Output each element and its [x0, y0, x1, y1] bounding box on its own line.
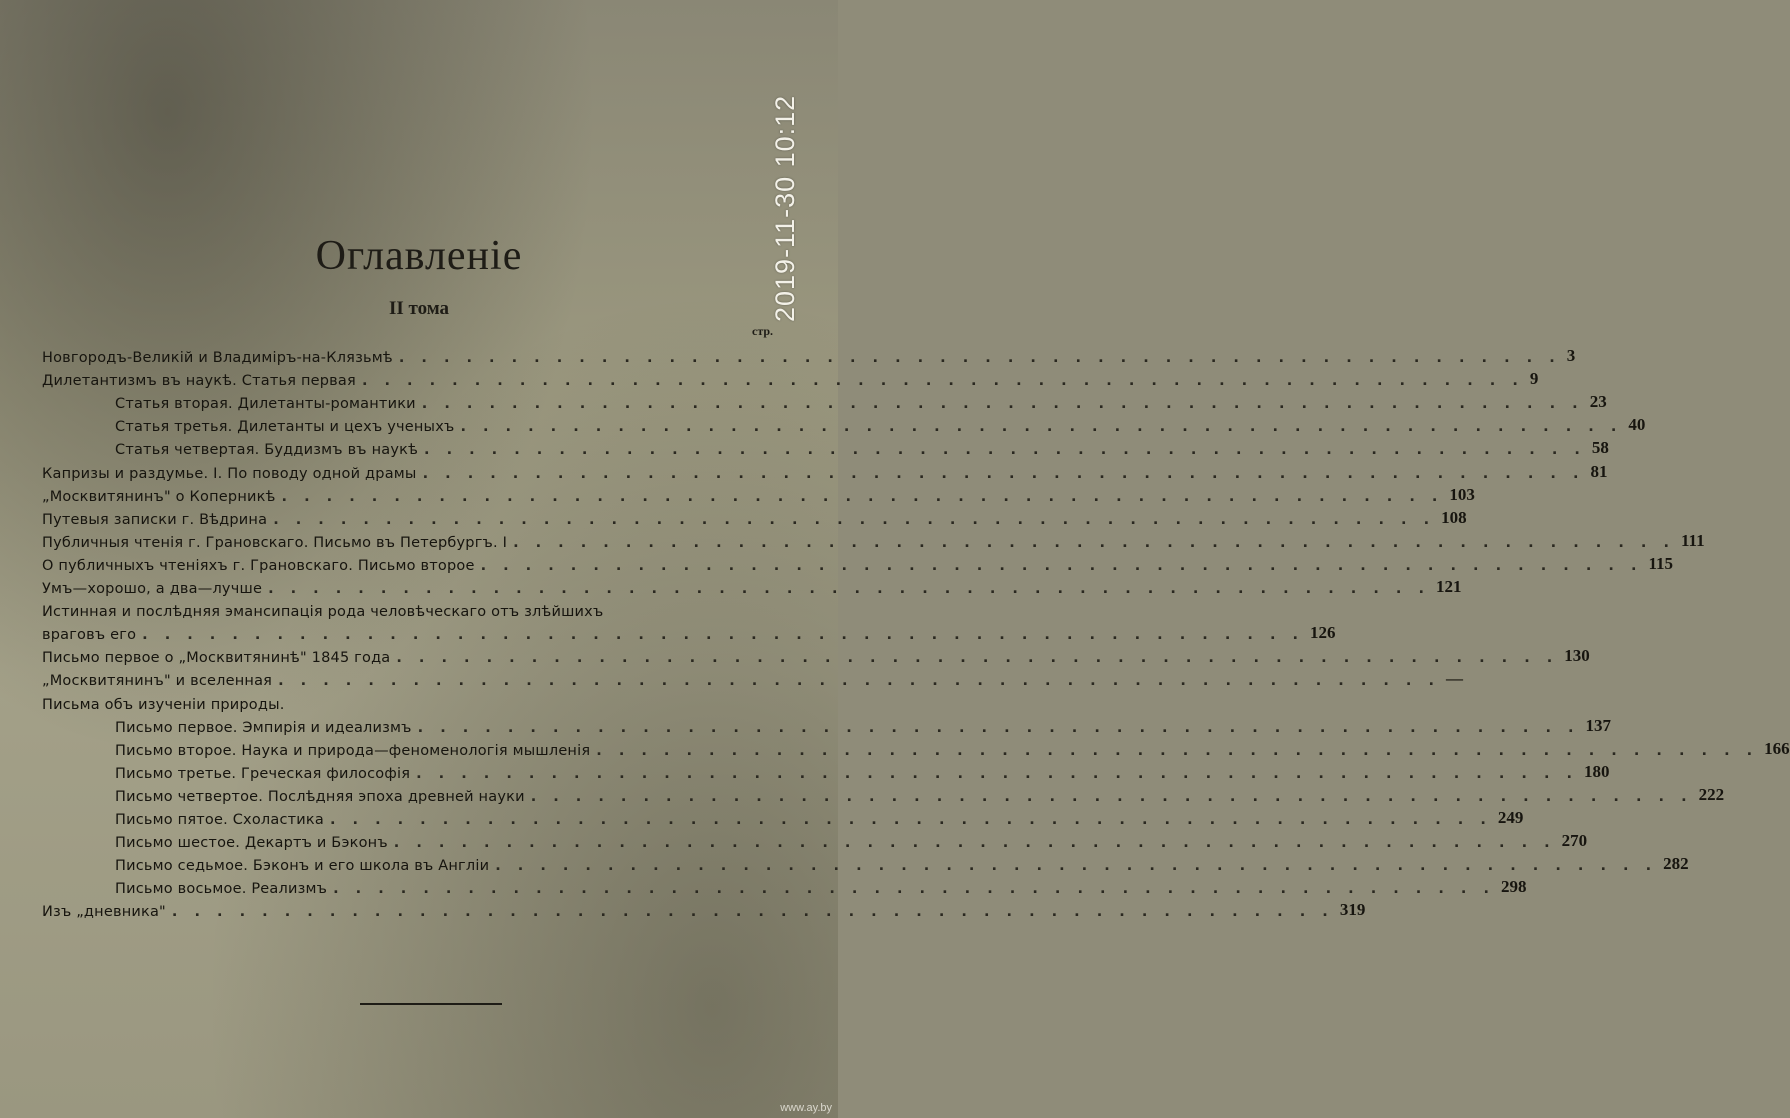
toc-leader-dots: . . . . . . . . . . . . . . . . . . . . . . . . . . . . . . . . . . . . . . . . . . . . . . . . . . . . [142, 627, 1305, 644]
toc-leader-dots: . . . . . . . . . . . . . . . . . . . . . . . . . . . . . . . . . . . . . . . . . . . . . . . . . . . . [596, 742, 1759, 759]
toc-entry-page: 130 [1564, 646, 1590, 666]
toc-leader-dots: . . . . . . . . . . . . . . . . . . . . . . . . . . . . . . . . . . . . . . . . . . . . . . . . . . . . [396, 650, 1559, 667]
toc-leader-dots: . . . . . . . . . . . . . . . . . . . . . . . . . . . . . . . . . . . . . . . . . . . . . . . . . . . . [273, 511, 1436, 528]
toc-entry [115, 714, 1612, 736]
toc-entry [42, 691, 788, 713]
toc-entry [115, 806, 1524, 828]
toc-entry [42, 529, 1705, 551]
toc-entry-page: 111 [1680, 530, 1705, 550]
toc-leader-dots: . . . . . . . . . . . . . . . . . . . . . . . . . . . . . . . . . . . . . . . . . . . . . . . . . . . . [495, 858, 1658, 875]
toc-leader-dots: . . . . . . . . . . . . . . . . . . . . . . . . . . . . . . . . . . . . . . . . . . . . . . . . . . . . [417, 719, 1580, 736]
toc-entry-title: Дилетантизмъ въ наукѣ. Статья первая [42, 373, 356, 390]
toc-entry [42, 367, 1539, 390]
toc-entry-title: Путевыя записки г. Вѣдрина [42, 511, 268, 528]
toc-entry-page: 121 [1435, 577, 1462, 596]
toc-entry-title: Письмо седьмое. Бэконъ и его школа въ Англіи [115, 858, 490, 875]
toc-leader-dots: . . . . . . . . . . . . . . . . . . . . . . . . . . . . . . . . . . . . . . . . . . . . . . . . . . . . [171, 904, 1334, 921]
toc-entry [42, 598, 788, 620]
toc-entry-title: Письма объ изученіи природы. [42, 696, 285, 713]
toc-entry [115, 829, 1588, 852]
toc-entry-title: „Москвитянинъ" о Коперникѣ [42, 488, 276, 505]
toc-entry-page: 3 [1566, 346, 1576, 365]
toc-entry [115, 413, 1646, 436]
toc-entry-title: Публичныя чтенія г. Грановскаго. Письмо въ Петербургъ. I [42, 534, 508, 551]
toc-entry [42, 898, 1366, 921]
toc-leader-dots: . . . . . . . . . . . . . . . . . . . . . . . . . . . . . . . . . . . . . . . . . . . . . . . . . . . . [333, 881, 1495, 898]
page-column-label: стр. [752, 324, 774, 338]
toc-entry [115, 783, 1725, 805]
watermark: www.ay.by [780, 1102, 832, 1114]
toc-leader-dots: . . . . . . . . . . . . . . . . . . . . . . . . . . . . . . . . . . . . . . . . . . . . . . . . . . . . [530, 788, 1693, 805]
toc-entry-page: 222 [1698, 784, 1725, 804]
toc-leader-dots: . . . . . . . . . . . . . . . . . . . . . . . . . . . . . . . . . . . . . . . . . . . . . . . . . . . . [422, 465, 1585, 482]
toc-entry-title: Письмо третье. Греческая философія [115, 765, 411, 782]
toc-entry-title: Статья четвертая. Буддизмъ въ наукѣ [115, 442, 419, 459]
toc-entry-page: 108 [1441, 507, 1467, 527]
toc-entry-title: Изъ „дневника" [42, 904, 166, 921]
toc-entry [42, 621, 1336, 644]
toc-entry-page: 40 [1628, 415, 1646, 435]
toc-leader-dots: . . . . . . . . . . . . . . . . . . . . . . . . . . . . . . . . . . . . . . . . . . . . . . . . . . . . [278, 673, 1440, 690]
toc-leader-dots: . . . . . . . . . . . . . . . . . . . . . . . . . . . . . . . . . . . . . . . . . . . . . . . . . . . . [513, 534, 1675, 551]
toc-entry-page: 282 [1663, 854, 1689, 874]
toc-entry-page: 103 [1449, 484, 1475, 504]
toc-entry-title: враговъ его [42, 627, 137, 644]
toc-entry-title: Умъ—хорошо, а два—лучше [42, 581, 263, 597]
toc-entry [115, 875, 1527, 898]
toc-leader-dots: . . . . . . . . . . . . . . . . . . . . . . . . . . . . . . . . . . . . . . . . . . . . . . . . . . . . [424, 442, 1586, 459]
toc-entry [42, 506, 1467, 528]
timestamp-text: 2019-11-30 10:12 [770, 94, 800, 322]
toc-entry-title: Письмо пятое. Схоластика [115, 812, 324, 828]
toc-entry-page: 166 [1764, 738, 1790, 758]
toc-entry [42, 667, 1463, 690]
toc-leader-dots: . . . . . . . . . . . . . . . . . . . . . . . . . . . . . . . . . . . . . . . . . . . . . . . . . . . . [361, 373, 1524, 390]
toc-entry-page: 115 [1648, 553, 1674, 573]
toc-entry-page: 180 [1584, 761, 1610, 781]
toc-entry-page: 58 [1591, 438, 1609, 458]
toc-entry-title: Письмо первое о „Москвитянинѣ" 1845 года [42, 650, 391, 667]
page-title: Оглавленіе [315, 233, 523, 279]
toc-entry-page: 319 [1339, 900, 1366, 920]
toc-leader-dots: . . . . . . . . . . . . . . . . . . . . . . . . . . . . . . . . . . . . . . . . . . . . . . . . . . . . [416, 765, 1579, 782]
toc-entry [115, 390, 1607, 413]
toc-entry [42, 644, 1590, 667]
toc-entry-title: Письмо четвертое. Послѣдняя эпоха древней науки [115, 788, 525, 805]
toc-leader-dots: . . . . . . . . . . . . . . . . . . . . . . . . . . . . . . . . . . . . . . . . . . . . . . . . . . . . [268, 581, 1430, 597]
toc-entry-page: 126 [1310, 623, 1336, 643]
toc-entry-title: Истинная и послѣдняя эмансипація рода человѣческаго отъ злѣйшихъ [42, 604, 604, 621]
toc-leader-dots: . . . . . . . . . . . . . . . . . . . . . . . . . . . . . . . . . . . . . . . . . . . . . . . . . . . . [281, 488, 1444, 505]
page-subtitle: II тома [388, 298, 450, 319]
toc-entry [42, 344, 1576, 366]
toc-entry [42, 552, 1674, 574]
toc-entry [115, 760, 1610, 782]
toc-leader-dots: . . . . . . . . . . . . . . . . . . . . . . . . . . . . . . . . . . . . . . . . . . . . . . . . . . . . [393, 835, 1556, 852]
toc-entry-title: Новгородъ-Великій и Владиміръ-на-Клязьмѣ [42, 350, 393, 366]
toc-entry-page: 270 [1561, 831, 1588, 851]
bottom-rule [360, 1003, 502, 1005]
toc-entry [115, 852, 1689, 875]
toc-leader-dots: . . . . . . . . . . . . . . . . . . . . . . . . . . . . . . . . . . . . . . . . . . . . . . . . . . . . [480, 557, 1643, 574]
toc-entry-title: Письмо восьмое. Реализмъ [115, 881, 328, 898]
toc-entry-page: 137 [1585, 715, 1612, 735]
toc-entry-title: Письмо шестое. Декартъ и Бэконъ [115, 835, 388, 852]
toc-entry-title: Письмо второе. Наука и природа—феноменологія мышленія [115, 742, 591, 759]
toc-entry-page: 298 [1500, 877, 1527, 897]
toc-entry-title: О публичныхъ чтеніяхъ г. Грановскаго. Письмо второе [42, 557, 475, 574]
toc-entry-title: Письмо первое. Эмпирія и идеализмъ [115, 719, 412, 736]
toc-entry-title: „Москвитянинъ" и вселенная [42, 673, 273, 690]
toc-entry [115, 737, 1790, 759]
toc-leader-dots: . . . . . . . . . . . . . . . . . . . . . . . . . . . . . . . . . . . . . . . . . . . . . . . . . . . . [329, 812, 1492, 828]
toc-entry [115, 436, 1609, 459]
toc-entry-title: Статья вторая. Дилетанты-романтики [115, 396, 416, 413]
toc-entry [42, 575, 1462, 597]
toc-entry-title: Капризы и раздумье. I. По поводу одной драмы [42, 465, 417, 482]
toc-entry-page: — [1446, 669, 1463, 689]
toc-entry-title: Статья третья. Дилетанты и цехъ ученыхъ [115, 419, 455, 436]
toc-leader-dots: . . . . . . . . . . . . . . . . . . . . . . . . . . . . . . . . . . . . . . . . . . . . . . . . . . . . [421, 396, 1584, 413]
toc-leader-dots: . . . . . . . . . . . . . . . . . . . . . . . . . . . . . . . . . . . . . . . . . . . . . . . . . . . . [460, 419, 1623, 436]
toc-entry [42, 483, 1475, 505]
toc-entry [42, 460, 1608, 482]
toc-entry-page: 249 [1497, 808, 1524, 827]
toc-entry-page: 81 [1590, 461, 1608, 481]
toc-entry-page: 9 [1529, 369, 1539, 389]
toc-entry-page: 23 [1589, 392, 1607, 412]
toc-leader-dots: . . . . . . . . . . . . . . . . . . . . . . . . . . . . . . . . . . . . . . . . . . . . . . . . . . . . [398, 350, 1561, 366]
